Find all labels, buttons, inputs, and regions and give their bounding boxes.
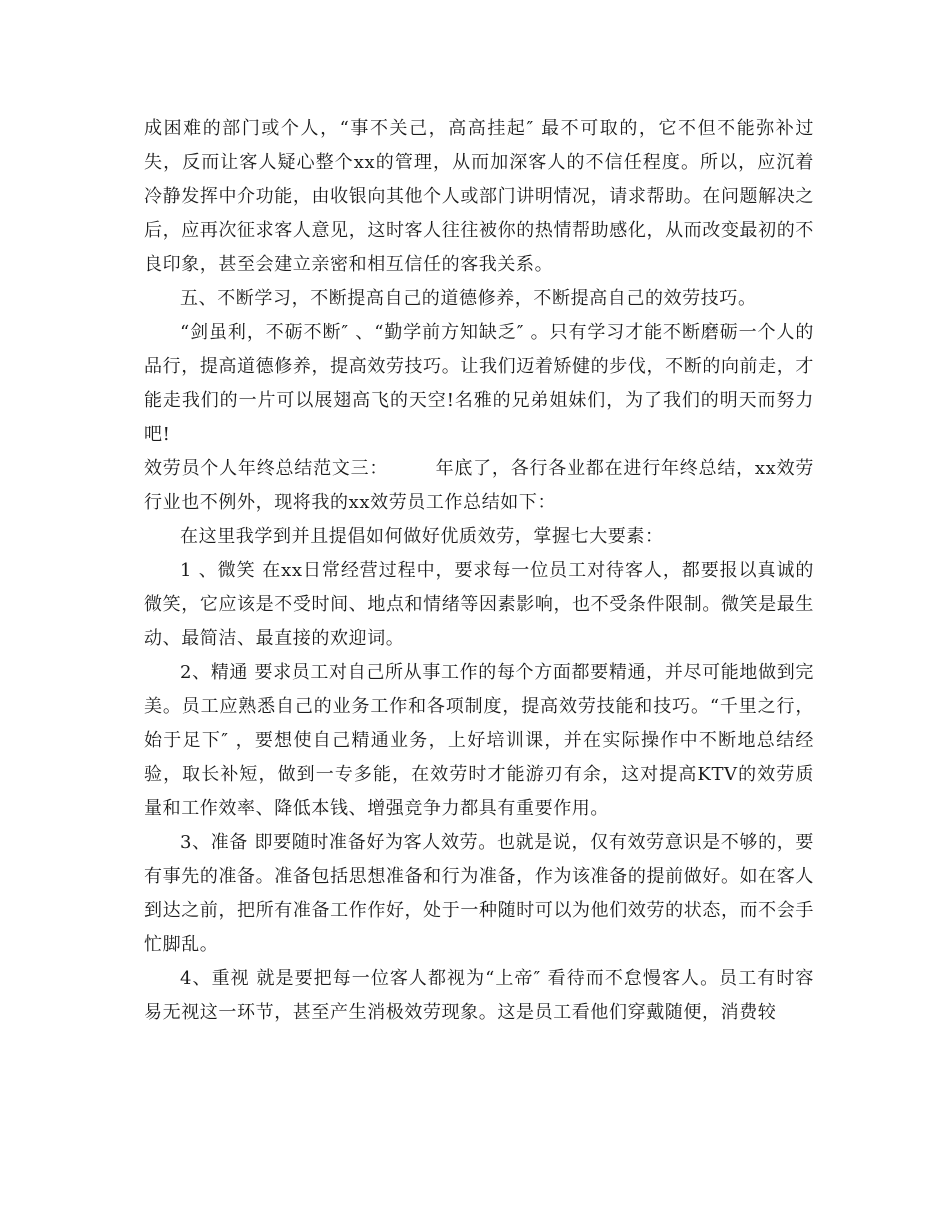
paragraph-element-proficiency: 2、精通 要求员工对自己所从事工作的每个方面都要精通，并尽可能地做到完美。员工应熟悉自己的业务工作和各项制度，提高效劳技能和技巧。“千里之行，始于足下″ ，要想使自己精通业务，上好培训课，并在实际操作中不断地总结经验，取长补短，做到一专多能，在效劳时才能游刃有余，这对提高KTV的效劳质量和工作效率、降低本钱、增强竞争力都具有重要作用。 [144, 662, 814, 819]
paragraph-section-five-body: “剑虽利，不砺不断″ 、“勤学前方知缺乏″ 。只有学习才能不断磨砺一个人的品行，提高道德修养，提高效劳技巧。让我们迈着矫健的步伐，不断的向前走，才能走我们的一片可以展翅高飞的天空!名雅的兄弟姐妹们，为了我们的明天而努力吧! [144, 322, 814, 445]
paragraph-section-five-heading: 五、不断学习，不断提高自己的道德修养，不断提高自己的效劳技巧。 [180, 288, 757, 309]
document-page [144, 112, 814, 1112]
paragraph-element-smile: 1 、微笑 在xx日常经营过程中，要求每一位员工对待客人，都要报以真诚的微笑，它应该是不受时间、地点和情绪等因素影响，也不受条件限制。微笑是最生动、最简洁、最直接的欢迎词。 [144, 560, 814, 649]
paragraph-element-preparation: 3、准备 即要随时准备好为客人效劳。也就是说，仅有效劳意识是不够的，要有事先的准备。准备包括思想准备和行为准备，作为该准备的提前做好。如在客人到达之前，把所有准备工作作好，处于一种随时可以为他们效劳的状态，而不会手忙脚乱。 [144, 832, 814, 955]
paragraph-sample-three-intro: 效劳员个人年终总结范文三： 年底了，各行各业都在进行年终总结，xx效劳行业也不例外，现将我的xx效劳员工作总结如下： [144, 458, 814, 513]
paragraph-seven-elements-intro: 在这里我学到并且提倡如何做好优质效劳，掌握七大要素： [180, 526, 664, 547]
paragraph-continuation: 成困难的部门或个人，“事不关己，高高挂起″ 最不可取的，它不但不能弥补过失，反而让客人疑心整个xx的管理，从而加深客人的不信任程度。所以，应沉着冷静发挥中介功能，由收银向其他个人或部门讲明情况，请求帮助。在问题解决之后，应再次征求客人意见，这时客人往往被你的热情帮助感化，从而改变最初的不良印象，甚至会建立亲密和相互信任的客我关系。 [144, 118, 814, 275]
paragraph-element-attention: 4、重视 就是要把每一位客人都视为“上帝″ 看待而不怠慢客人。员工有时容易无视这一环节，甚至产生消极效劳现象。这是员工看他们穿戴随便，消费较 [144, 968, 814, 1023]
